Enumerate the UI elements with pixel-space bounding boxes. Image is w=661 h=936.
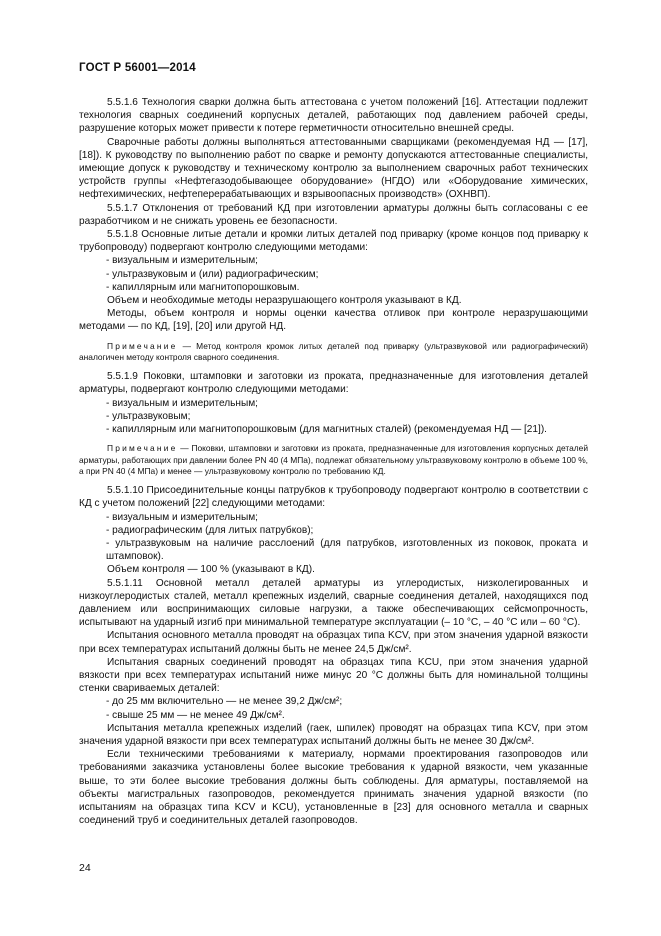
- body-paragraph: Методы, объем контроля и нормы оценки качества отливок при контроле неразрушающими методами — по КД, [19], [20] или другой НД.: [79, 308, 588, 333]
- note-text: — Метод контроля кромок литых деталей под приварку (ультразвуковой или радиографический) аналогичен методу контроля сварного соединения.: [79, 340, 588, 362]
- body-paragraph: Испытания металла крепежных изделий (гаек, шпилек) проводят на образцах типа KCV, при этом значения ударной вязкости при всех температурах испытаний должны быть не менее 30 Дж/см².: [79, 722, 588, 748]
- list-item: - ультразвуковым на наличие расслоений (для патрубков, изготовленных из поковок, проката и штамповок).: [106, 537, 588, 563]
- body-paragraph: Сварочные работы должны выполняться аттестованными сварщиками (рекомендуемая НД — [17], [18]). К руководству по выполнению работ по сварке и ремонту допускаются аттестованные специалисты, имеющие допуск к руководству и техническому контролю за выполнением сварочных работ технических устройств группы «Нефтегазодобывающее оборудование» (НГДО) или «Оборудование химических, нефтехимических, нефтеперерабатывающих и взрывоопасных производств» (ОХНВП).: [79, 136, 588, 201]
- list-item: - визуальным и измерительным;: [106, 511, 258, 523]
- body-paragraph: Испытания сварных соединений проводят на образцах типа KCU, при этом значения ударной вязкости при всех температурах испытаний ниже минус 20 °С должны быть для номинальной толщины стенки свариваемых деталей:: [79, 656, 588, 695]
- body-paragraph: 5.5.1.8 Основные литые детали и кромки литых деталей под приварку (кроме концов под приварку к трубопроводу) подвергают контролю следующими методами:: [79, 229, 588, 254]
- body-paragraph: 5.5.1.9 Поковки, штамповки и заготовки из проката, предназначенные для изготовления деталей арматуры, подвергают контролю следующими методами:: [79, 371, 588, 396]
- list-item: - до 25 мм включительно — не менее 39,2 Дж/см²;: [106, 696, 343, 708]
- spacer: [79, 436, 588, 443]
- spacer: [79, 477, 588, 484]
- list-item: - капиллярным или магнитопорошковым (для магнитных сталей) (рекомендуемая НД — [21]).: [106, 424, 547, 436]
- note-paragraph: [79, 443, 588, 477]
- spacer: [79, 334, 588, 341]
- body-paragraph: Объем контроля — 100 % (указывают в КД).: [107, 564, 315, 576]
- list-item: - свыше 25 мм — не менее 49 Дж/см².: [106, 709, 285, 721]
- body-paragraph: 5.5.1.11 Основной металл деталей арматуры из углеродистых, низколегированных и низкоуглеродистых сталей, металл крепежных изделий, сварные соединения деталей, находящихся под давлением или воспринимающих силовые нагрузки, а также обеспечивающих сейсмопрочность, испытывают на ударный изгиб при минимальной температуре эксплуатации (– 10 °С, – 40 °С или – 60 °С).: [79, 577, 588, 629]
- note-label: Примечание: [107, 340, 178, 351]
- list-item: - визуальным и измерительным;: [106, 397, 258, 409]
- document-body: [79, 96, 588, 827]
- note-label: Примечание: [107, 443, 178, 454]
- page-number: 24: [79, 862, 91, 874]
- body-paragraph: 5.5.1.10 Присоединительные концы патрубков к трубопроводу подвергают контролю в соответствии с КД с учетом положений [22] следующими методами:: [79, 485, 588, 510]
- body-paragraph: Если техническими требованиями к материалу, нормами проектирования газопроводов или требованиями заказчика установлены более высокие требования к ударной вязкости, чем указанные выше, то эти более высокие требования должны быть соблюдены. Для арматуры, поставляемой на объекты магистральных газопроводов, рекомендуется принимать значения ударной вязкости (по испытаниям на образцах типа KCV и KCU), установленные в [23] для основного металла и сварных соединений труб и соединительных деталей газопроводов.: [79, 749, 588, 827]
- list-item: - радиографическим (для литых патрубков);: [106, 524, 314, 536]
- spacer: [79, 363, 588, 370]
- list-item: - ультразвуковым;: [106, 410, 191, 422]
- body-paragraph: 5.5.1.6 Технология сварки должна быть аттестована с учетом положений [16]. Аттестации подлежит технология сварных соединений корпусных деталей, работающих под давлением рабочей среды, разрушение которых может привести к потере герметичности относительно внешней среды.: [79, 97, 588, 135]
- body-paragraph: Объем и необходимые методы неразрушающего контроля указывают в КД.: [107, 295, 462, 307]
- list-item: - визуальным и измерительным;: [106, 255, 258, 267]
- list-item: - ультразвуковым и (или) радиографическим;: [106, 268, 319, 280]
- document-header: ГОСТ Р 56001—2014: [79, 62, 196, 74]
- note-paragraph: [79, 341, 588, 364]
- list-item: - капиллярным или магнитопорошковым.: [106, 281, 300, 293]
- body-paragraph: 5.5.1.7 Отклонения от требований КД при изготовлении арматуры должны быть согласованы с ее разработчиком и не снижать уровень ее безопасности.: [79, 202, 588, 227]
- body-paragraph: Испытания основного металла проводят на образцах типа KCV, при этом значения ударной вязкости при всех температурах испытаний должны быть не менее 24,5 Дж/см².: [79, 630, 588, 655]
- note-text: — Поковки, штамповки и заготовки из проката, предназначенные для изготовления корпусных деталей арматуры, работающих при давлении более PN 40 (4 МПа), подлежат обязательному ультразвуковому контролю в объеме 100 %, а при PN 40 (4 МПа) и менее — ультразвуковому контролю по требованию КД.: [79, 443, 589, 476]
